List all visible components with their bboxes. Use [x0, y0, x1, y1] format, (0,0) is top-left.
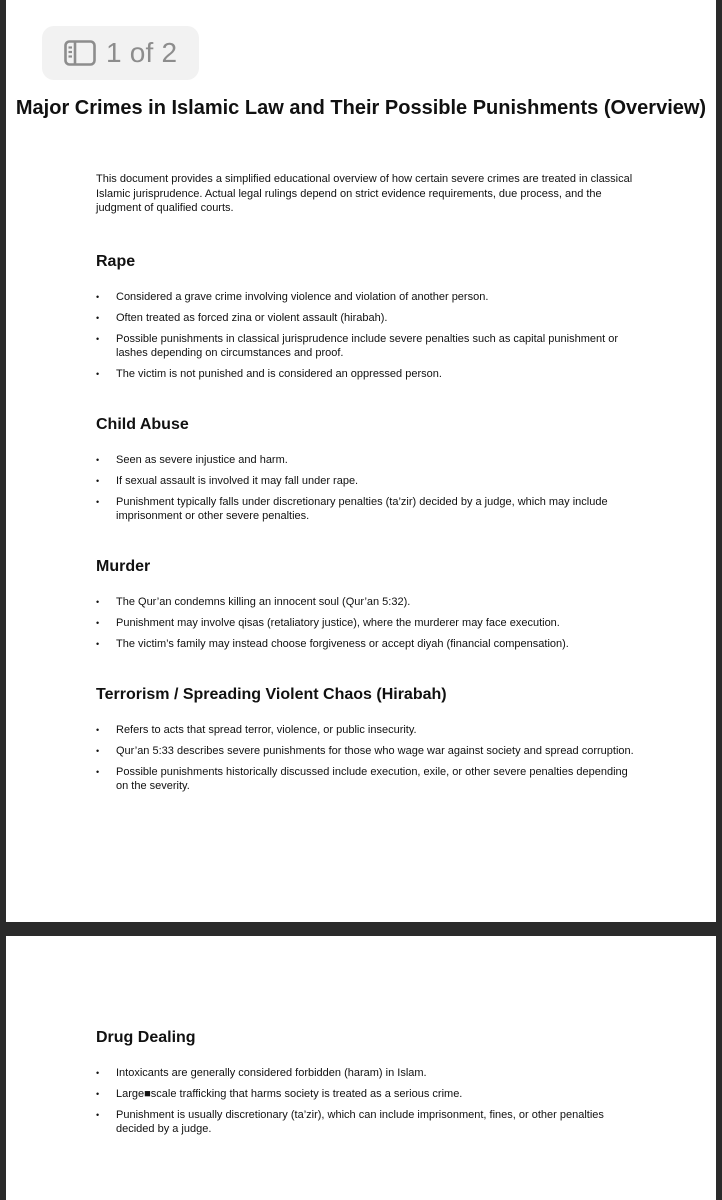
section-heading: Murder	[96, 558, 151, 575]
bullet-icon: •	[96, 725, 100, 735]
bullet-icon: •	[96, 455, 100, 465]
section-rape	[96, 252, 636, 388]
section-heading: Terrorism / Spreading Violent Chaos (Hirabah)	[96, 686, 447, 703]
section-heading: Drug Dealing	[96, 1029, 196, 1046]
bullet-icon: •	[96, 746, 100, 756]
sidebar-icon[interactable]	[64, 40, 96, 66]
bullet-icon: •	[96, 497, 100, 507]
bullet-list	[96, 595, 636, 651]
page-indicator-label: 1 of 2	[106, 37, 178, 68]
list-item: • Seen as severe injustice and harm.	[96, 454, 288, 466]
list-item: • Possible punishments in classical jurisprudence include severe penalties such as capital punishment or lashes depending on circumstances and proof.	[96, 333, 618, 359]
section-heading: Rape	[96, 253, 136, 270]
list-item: • Punishment typically falls under discretionary penalties (ta’zir) decided by a judge, which may include imprisonment or other severe penalties.	[96, 496, 608, 522]
bullet-list	[96, 290, 636, 381]
document-title: Major Crimes in Islamic Law and Their Possible Punishments (Overview)	[15, 97, 707, 119]
bullet-icon: •	[96, 292, 100, 302]
list-item: • The victim is not punished and is considered an oppressed person.	[96, 368, 442, 380]
bullet-icon: •	[96, 1089, 100, 1099]
bullet-icon: •	[96, 767, 100, 777]
section-heading: Child Abuse	[96, 416, 189, 433]
section-child-abuse	[96, 415, 636, 530]
section-murder	[96, 557, 636, 658]
bullet-list	[96, 1066, 636, 1136]
page-indicator[interactable]	[42, 26, 199, 80]
bullet-list	[96, 453, 636, 523]
list-item: • Considered a grave crime involving violence and violation of another person.	[96, 291, 489, 303]
list-item: • Often treated as forced zina or violent assault (hirabah).	[96, 312, 388, 324]
section-terrorism	[96, 685, 636, 800]
page-1	[6, 0, 716, 922]
bullet-icon: •	[96, 313, 100, 323]
page-2	[6, 936, 716, 1200]
bullet-icon: •	[96, 618, 100, 628]
bullet-icon: •	[96, 1068, 100, 1078]
intro-paragraph: This document provides a simplified educational overview of how certain severe crimes are treated in classical Islamic jurisprudence. Actual legal rulings depend on strict evidence requirements, due process, and the judgment of qualified courts.	[96, 173, 633, 214]
bullet-icon: •	[96, 597, 100, 607]
bullet-icon: •	[96, 476, 100, 486]
list-item: • Punishment is usually discretionary (ta’zir), which can include imprisonment, fines, or other penalties decided by a judge.	[96, 1109, 604, 1135]
list-item: • Refers to acts that spread terror, violence, or public insecurity.	[96, 724, 417, 736]
list-item: • Possible punishments historically discussed include execution, exile, or other severe penalties depending on the severity.	[96, 766, 628, 792]
list-item: • Intoxicants are generally considered forbidden (haram) in Islam.	[96, 1067, 427, 1079]
list-item: • Large■scale trafficking that harms society is treated as a serious crime.	[96, 1088, 463, 1100]
list-item: • If sexual assault is involved it may fall under rape.	[96, 475, 359, 487]
bullet-icon: •	[96, 334, 100, 344]
list-item: • The Qur’an condemns killing an innocent soul (Qur’an 5:32).	[96, 596, 411, 608]
bullet-icon: •	[96, 639, 100, 649]
bullet-icon: •	[96, 1110, 100, 1120]
list-item: • Qur’an 5:33 describes severe punishments for those who wage war against society and spread corruption.	[96, 745, 634, 757]
section-drug-dealing	[96, 1028, 636, 1143]
list-item: • Punishment may involve qisas (retaliatory justice), where the murderer may face execution.	[96, 617, 560, 629]
bullet-list	[96, 723, 636, 793]
list-item: • The victim’s family may instead choose forgiveness or accept diyah (financial compensation).	[96, 638, 569, 650]
bullet-icon: •	[96, 369, 100, 379]
